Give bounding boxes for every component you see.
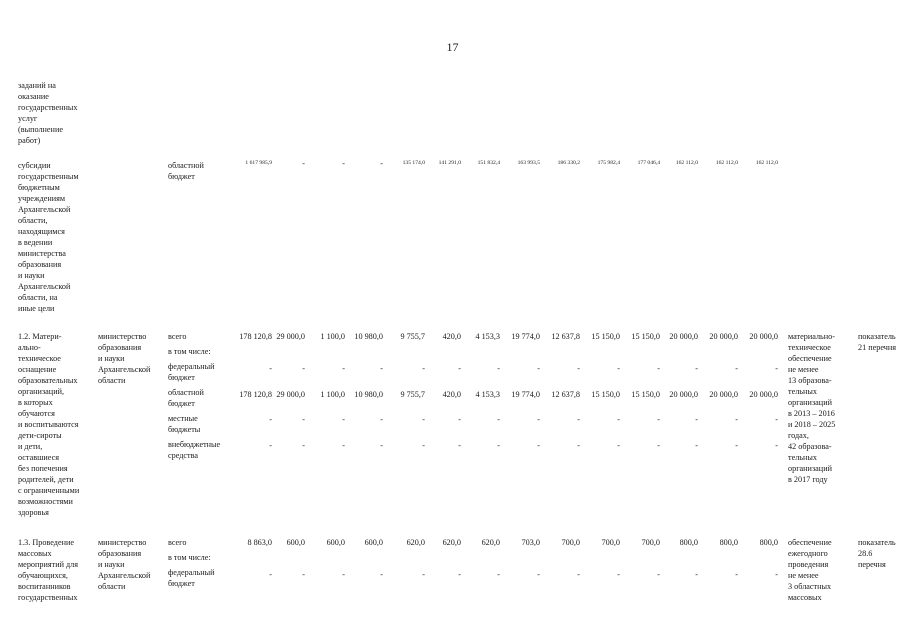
r13-total-cell-7: 620,0 — [481, 538, 500, 547]
r12-regional-cell-3: 1 100,0 — [320, 390, 345, 399]
row-top-name: заданий на оказание государственных услуг (выполнение работ) — [18, 81, 78, 145]
row-1-3-source-incl: в том числе: — [168, 553, 211, 562]
r12-regional-cell-1: 178 120,8 — [239, 390, 272, 399]
row-1-3-name: 1.3. Проведение массовых мероприятий для обучающихся, воспитанников государственных — [18, 538, 79, 602]
r12-total-cell-10: 15 150,0 — [591, 332, 620, 341]
subsidy-value-cell-11: 177 046,4 — [637, 160, 660, 166]
r12-federal-cell-12: - — [695, 364, 698, 373]
r13-total-cell-8: 703,0 — [521, 538, 540, 547]
r12-regional-cell-4: 10 980,0 — [354, 390, 383, 399]
r12-extra-cell-4: - — [380, 441, 383, 450]
row-1-2-source-regional: областной бюджет — [168, 388, 204, 408]
subsidy-value-cell-6: 141 291,0 — [438, 160, 461, 166]
r13-federal-cell-7: - — [497, 570, 500, 579]
r12-extra-cell-13: - — [735, 441, 738, 450]
r13-total-cell-9: 700,0 — [561, 538, 580, 547]
r12-local-cell-2: - — [302, 415, 305, 424]
r12-local-cell-12: - — [695, 415, 698, 424]
r13-federal-cell-10: - — [617, 570, 620, 579]
r13-federal-cell-14: - — [775, 570, 778, 579]
r13-federal-cell-8: - — [537, 570, 540, 579]
r13-federal-cell-11: - — [657, 570, 660, 579]
r12-extra-cell-9: - — [577, 441, 580, 450]
r13-total-cell-12: 800,0 — [679, 538, 698, 547]
r13-federal-cell-13: - — [735, 570, 738, 579]
r12-extra-cell-2: - — [302, 441, 305, 450]
r12-local-cell-9: - — [577, 415, 580, 424]
r13-federal-cell-3: - — [342, 570, 345, 579]
r13-federal-cell-12: - — [695, 570, 698, 579]
r13-total-cell-1: 8 863,0 — [247, 538, 272, 547]
r12-regional-cell-11: 15 150,0 — [631, 390, 660, 399]
r13-total-cell-11: 700,0 — [641, 538, 660, 547]
r12-federal-cell-14: - — [775, 364, 778, 373]
r12-total-cell-5: 9 755,7 — [400, 332, 425, 341]
row-1-2-source-local: местные бюджеты — [168, 414, 201, 434]
r12-total-cell-2: 29 000,0 — [276, 332, 305, 341]
r12-federal-cell-3: - — [342, 364, 345, 373]
r12-local-cell-3: - — [342, 415, 345, 424]
r12-total-cell-6: 420,0 — [442, 332, 461, 341]
r12-local-cell-8: - — [537, 415, 540, 424]
r12-local-cell-6: - — [458, 415, 461, 424]
r13-total-cell-3: 600,0 — [326, 538, 345, 547]
row-1-3-source-federal: федеральный бюджет — [168, 568, 215, 588]
subsidy-value-cell-3: - — [342, 159, 345, 168]
r12-local-cell-11: - — [657, 415, 660, 424]
r12-federal-cell-7: - — [497, 364, 500, 373]
r13-federal-cell-4: - — [380, 570, 383, 579]
row-subsidy-source: областной бюджет — [168, 161, 204, 181]
r12-local-cell-14: - — [775, 415, 778, 424]
r12-regional-cell-7: 4 153,3 — [475, 390, 500, 399]
r12-extra-cell-14: - — [775, 441, 778, 450]
r12-regional-cell-13: 20 000,0 — [709, 390, 738, 399]
subsidy-value-cell-2: - — [302, 159, 305, 168]
r12-federal-cell-11: - — [657, 364, 660, 373]
r12-federal-cell-10: - — [617, 364, 620, 373]
r12-extra-cell-1: - — [269, 441, 272, 450]
r12-federal-cell-9: - — [577, 364, 580, 373]
r12-regional-cell-9: 12 637,8 — [551, 390, 580, 399]
row-1-2-executor: министерство образования и науки Архангельской области — [98, 332, 151, 385]
r13-total-cell-5: 620,0 — [406, 538, 425, 547]
row-1-2-result: материально- техническое обеспечение не менее 13 образова- тельных организаций в 2013 – 2016 и 2018 – 2025 годах, 42 образова- тельных организаций в 2017 году — [788, 332, 836, 484]
r12-total-cell-4: 10 980,0 — [354, 332, 383, 341]
r12-total-cell-9: 12 637,8 — [551, 332, 580, 341]
subsidy-value-cell-14: 162 112,0 — [755, 160, 778, 166]
subsidy-value-cell-10: 175 982,4 — [597, 160, 620, 166]
row-subsidy-name: субсидии государственным бюджетным учреждениям Архангельской области, находящимся в ведении министерства образования и науки Архангельской области, на иные цели — [18, 161, 79, 313]
r12-extra-cell-7: - — [497, 441, 500, 450]
r13-total-cell-2: 600,0 — [286, 538, 305, 547]
r12-regional-cell-6: 420,0 — [442, 390, 461, 399]
subsidy-value-cell-13: 162 112,0 — [715, 160, 738, 166]
r12-local-cell-4: - — [380, 415, 383, 424]
r13-total-cell-10: 700,0 — [601, 538, 620, 547]
r12-local-cell-5: - — [422, 415, 425, 424]
r13-total-cell-14: 800,0 — [759, 538, 778, 547]
r12-regional-cell-5: 9 755,7 — [400, 390, 425, 399]
r13-federal-cell-1: - — [269, 570, 272, 579]
row-1-2-source-extra: внебюджетные средства — [168, 440, 221, 460]
r12-extra-cell-5: - — [422, 441, 425, 450]
r12-federal-cell-8: - — [537, 364, 540, 373]
r12-federal-cell-4: - — [380, 364, 383, 373]
r12-regional-cell-2: 29 000,0 — [276, 390, 305, 399]
r12-extra-cell-6: - — [458, 441, 461, 450]
r12-extra-cell-10: - — [617, 441, 620, 450]
r12-federal-cell-1: - — [269, 364, 272, 373]
r12-total-cell-1: 178 120,8 — [239, 332, 272, 341]
r13-federal-cell-5: - — [422, 570, 425, 579]
subsidy-value-cell-4: - — [380, 159, 383, 168]
r12-regional-cell-12: 20 000,0 — [669, 390, 698, 399]
r13-total-cell-4: 600,0 — [364, 538, 383, 547]
subsidy-value-cell-5: 135 174,0 — [402, 160, 425, 166]
row-1-2-name: 1.2. Матери- ально- техническое оснащение образовательных организаций, в которых обучаются и воспитываются дети-сироты и дети, оставшиеся без попечения родителей, дети с ограниченными возможностями здоровья — [18, 332, 80, 517]
r12-total-cell-8: 19 774,0 — [511, 332, 540, 341]
r12-total-cell-13: 20 000,0 — [709, 332, 738, 341]
subsidy-value-cell-7: 151 832,4 — [477, 160, 500, 166]
subsidy-value-cell-9: 186 330,2 — [557, 160, 580, 166]
row-1-3-source-total: всего — [168, 538, 187, 547]
r12-local-cell-10: - — [617, 415, 620, 424]
r12-local-cell-1: - — [269, 415, 272, 424]
r12-federal-cell-6: - — [458, 364, 461, 373]
r13-federal-cell-2: - — [302, 570, 305, 579]
r12-federal-cell-13: - — [735, 364, 738, 373]
r12-regional-cell-8: 19 774,0 — [511, 390, 540, 399]
row-1-2-indicator: показатель 21 перечня — [858, 332, 897, 352]
row-1-2-source-total: всего — [168, 332, 187, 341]
r12-extra-cell-8: - — [537, 441, 540, 450]
page-number: 17 — [446, 40, 459, 54]
r13-federal-cell-9: - — [577, 570, 580, 579]
row-1-3-result: обеспечение ежегодного проведения не менее 3 областных массовых — [788, 538, 832, 602]
r12-local-cell-13: - — [735, 415, 738, 424]
r12-total-cell-3: 1 100,0 — [320, 332, 345, 341]
r13-total-cell-13: 800,0 — [719, 538, 738, 547]
r12-total-cell-14: 20 000,0 — [749, 332, 778, 341]
row-1-2-source-incl: в том числе: — [168, 347, 211, 356]
r13-total-cell-6: 620,0 — [442, 538, 461, 547]
subsidy-value-cell-12: 162 112,0 — [675, 160, 698, 166]
r13-federal-cell-6: - — [458, 570, 461, 579]
r12-total-cell-12: 20 000,0 — [669, 332, 698, 341]
r12-federal-cell-2: - — [302, 364, 305, 373]
r12-regional-cell-10: 15 150,0 — [591, 390, 620, 399]
subsidy-value-cell-1: 1 617 985,9 — [245, 160, 272, 166]
r12-regional-cell-14: 20 000,0 — [749, 390, 778, 399]
r12-extra-cell-12: - — [695, 441, 698, 450]
row-1-3-indicator: показатель 28.6 перечня — [858, 538, 896, 569]
row-1-2-source-federal: федеральный бюджет — [168, 362, 215, 382]
subsidy-value-cell-8: 163 993,5 — [517, 160, 540, 166]
r12-total-cell-11: 15 150,0 — [631, 332, 660, 341]
r12-extra-cell-3: - — [342, 441, 345, 450]
r12-extra-cell-11: - — [657, 441, 660, 450]
r12-local-cell-7: - — [497, 415, 500, 424]
r12-total-cell-7: 4 153,3 — [475, 332, 500, 341]
row-1-3-executor: министерство образования и науки Архангельской области — [98, 538, 151, 591]
r12-federal-cell-5: - — [422, 364, 425, 373]
